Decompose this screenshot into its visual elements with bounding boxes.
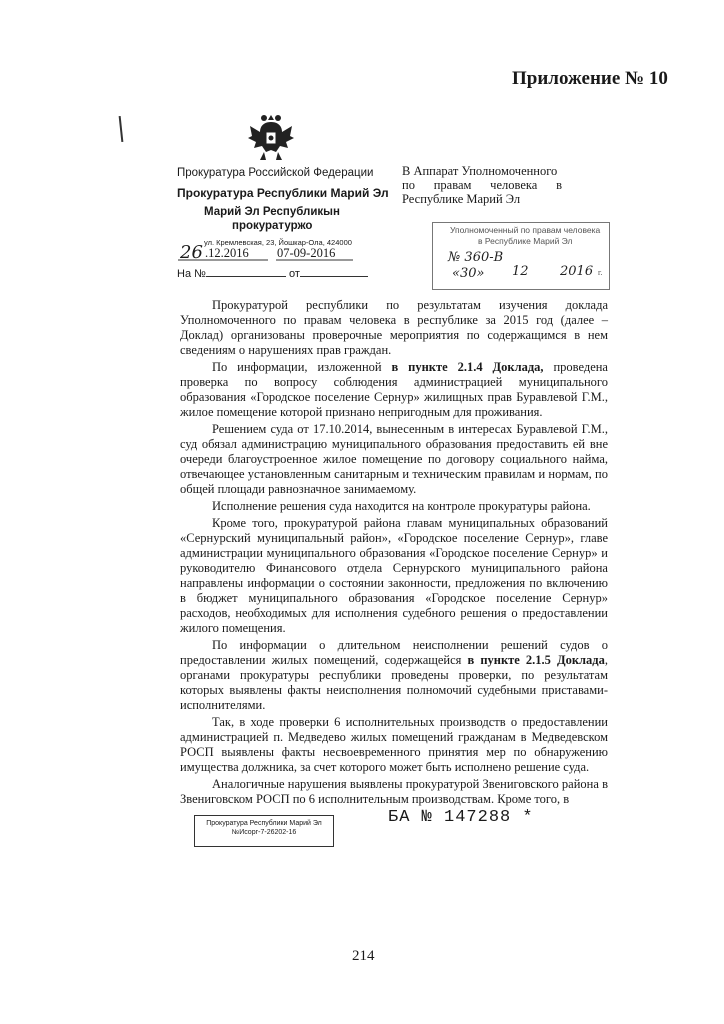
recipient-word: по — [402, 178, 415, 192]
reference-line — [177, 266, 368, 280]
date-handwritten: 26 — [180, 242, 203, 263]
body-paragraph-6 — [180, 638, 608, 713]
page-number: 214 — [352, 948, 375, 964]
body-paragraph-2 — [180, 360, 608, 420]
footer-box-line-2: №Исорг-7-26202-16 — [231, 829, 297, 836]
letter-body — [180, 298, 608, 809]
body-paragraph-3: Решением суда от 17.10.2014, вынесенным в интересах Буравлевой Г.М., суд обязал администрацию муниципального образования предоставить ей вне очереди благоустроенное жилое помещение по договору социального найма, отвечающее установленным санитарным и техническим правилам и нормам, по общей площади равнозначное занимаемому. — [180, 422, 608, 496]
stamp-line-2: в Республике Марий Эл — [478, 236, 573, 246]
p6-text-c: , органами прокуратуры республики проведены проверки, по результатам которых выявлены факты неисполнения полномочий судебными приставами-исполнителями. — [180, 653, 609, 712]
p2-text-c: проведена проверка по вопросу соблюдения администрацией муниципального образования «Городское поселение Сернур» жилищных прав Буравлевой Г.М., жилое помещение которой признано непригодным для проживания. — [180, 360, 608, 419]
stamp-year-suffix: г. — [598, 268, 603, 277]
date-stamped: 07-09-2016 — [277, 246, 336, 260]
org-line-1: Прокуратура Российской Федерации — [177, 167, 374, 179]
p2-highlight: в пункте 2.1.4 Доклада, — [391, 360, 544, 374]
margin-mark — [119, 116, 124, 142]
stamp-day: «30» — [452, 266, 485, 281]
coat-of-arms-emblem — [246, 112, 296, 164]
recipient-word: человека — [490, 178, 538, 192]
ref-from-blank — [300, 266, 368, 277]
org-line-2: Прокуратура Республики Марий Эл — [177, 186, 389, 200]
stamp-number: № 360-В — [448, 250, 504, 265]
recipient-line-1: В Аппарат Уполномоченного — [402, 164, 558, 178]
body-paragraph-5: Кроме того, прокуратурой района главам муниципальных образований «Сернурский муниципальный район», «Городское поселение Сернур», главе администрации муниципального образования «Городское поселение Сернур» и руководителю Финансового отдела Сернурского муниципального района направлены информации о состоянии законности, предложения по включению в бюджет муниципального образования «Городское поселение Сернур» расходов, необходимых для исполнения судебного решения о предоставлении жилого помещения. — [180, 516, 608, 635]
recipient-address — [402, 164, 562, 206]
ref-from-label: от — [288, 268, 300, 280]
body-paragraph-4: Исполнение решения суда находится на контроле прокуратуры района. — [212, 499, 591, 513]
date-printed: .12.2016 — [205, 246, 249, 260]
recipient-word: в — [556, 178, 562, 192]
appendix-title: Приложение № 10 — [512, 68, 668, 89]
p6-highlight: в пункте 2.1.5 Доклада — [467, 653, 605, 667]
p6-text-a: По информации о длительном неисполнении решений судов о предоставлении жилых помещений, содержащейся — [180, 638, 608, 667]
org-line-4: прокуратуржо — [232, 220, 313, 232]
org-address: ул. Кремлевская, 23, Йошкар-Ола, 424000 — [204, 238, 352, 247]
org-line-3: Марий Эл Республикын — [204, 206, 340, 218]
stamp-month: 12 — [512, 264, 529, 279]
stamp-line-1: Уполномоченный по правам человека — [450, 225, 601, 235]
stamp-year: 2016 — [560, 264, 594, 279]
footer-registration-box — [194, 815, 334, 847]
body-paragraph-1: Прокуратурой республики по результатам изучения доклада Уполномоченного по правам человека в республике за 2015 год (далее – Доклад) организованы проверочные мероприятия по содержащимся в нем сведениям о нарушениях прав граждан. — [180, 298, 608, 357]
recipient-line-3: Республике Марий Эл — [402, 192, 521, 206]
body-paragraph-7: Так, в ходе проверки 6 исполнительных производств о предоставлении администрацией п. Медведево жилых помещений гражданам в Медведевском РОСП выявлены факты несвоевременного принятия мер по обнаружению имущества должника, за счет которого может быть исполнено решение суда. — [180, 715, 608, 774]
recipient-line-2 — [402, 178, 562, 192]
body-paragraph-8: Аналогичные нарушения выявлены прокуратурой Звениговского района в Звениговском РОСП по 6 исполнительным производствам. Кроме того, в — [180, 777, 608, 806]
recipient-word: правам — [433, 178, 472, 192]
ref-no-label: На № — [177, 268, 206, 280]
p2-text-a: По информации, изложенной — [212, 360, 392, 374]
footer-box-line-1: Прокуратура Республики Марий Эл — [206, 820, 322, 827]
form-serial-number: БА № 147288 * — [388, 808, 534, 827]
ref-no-blank — [206, 266, 286, 277]
